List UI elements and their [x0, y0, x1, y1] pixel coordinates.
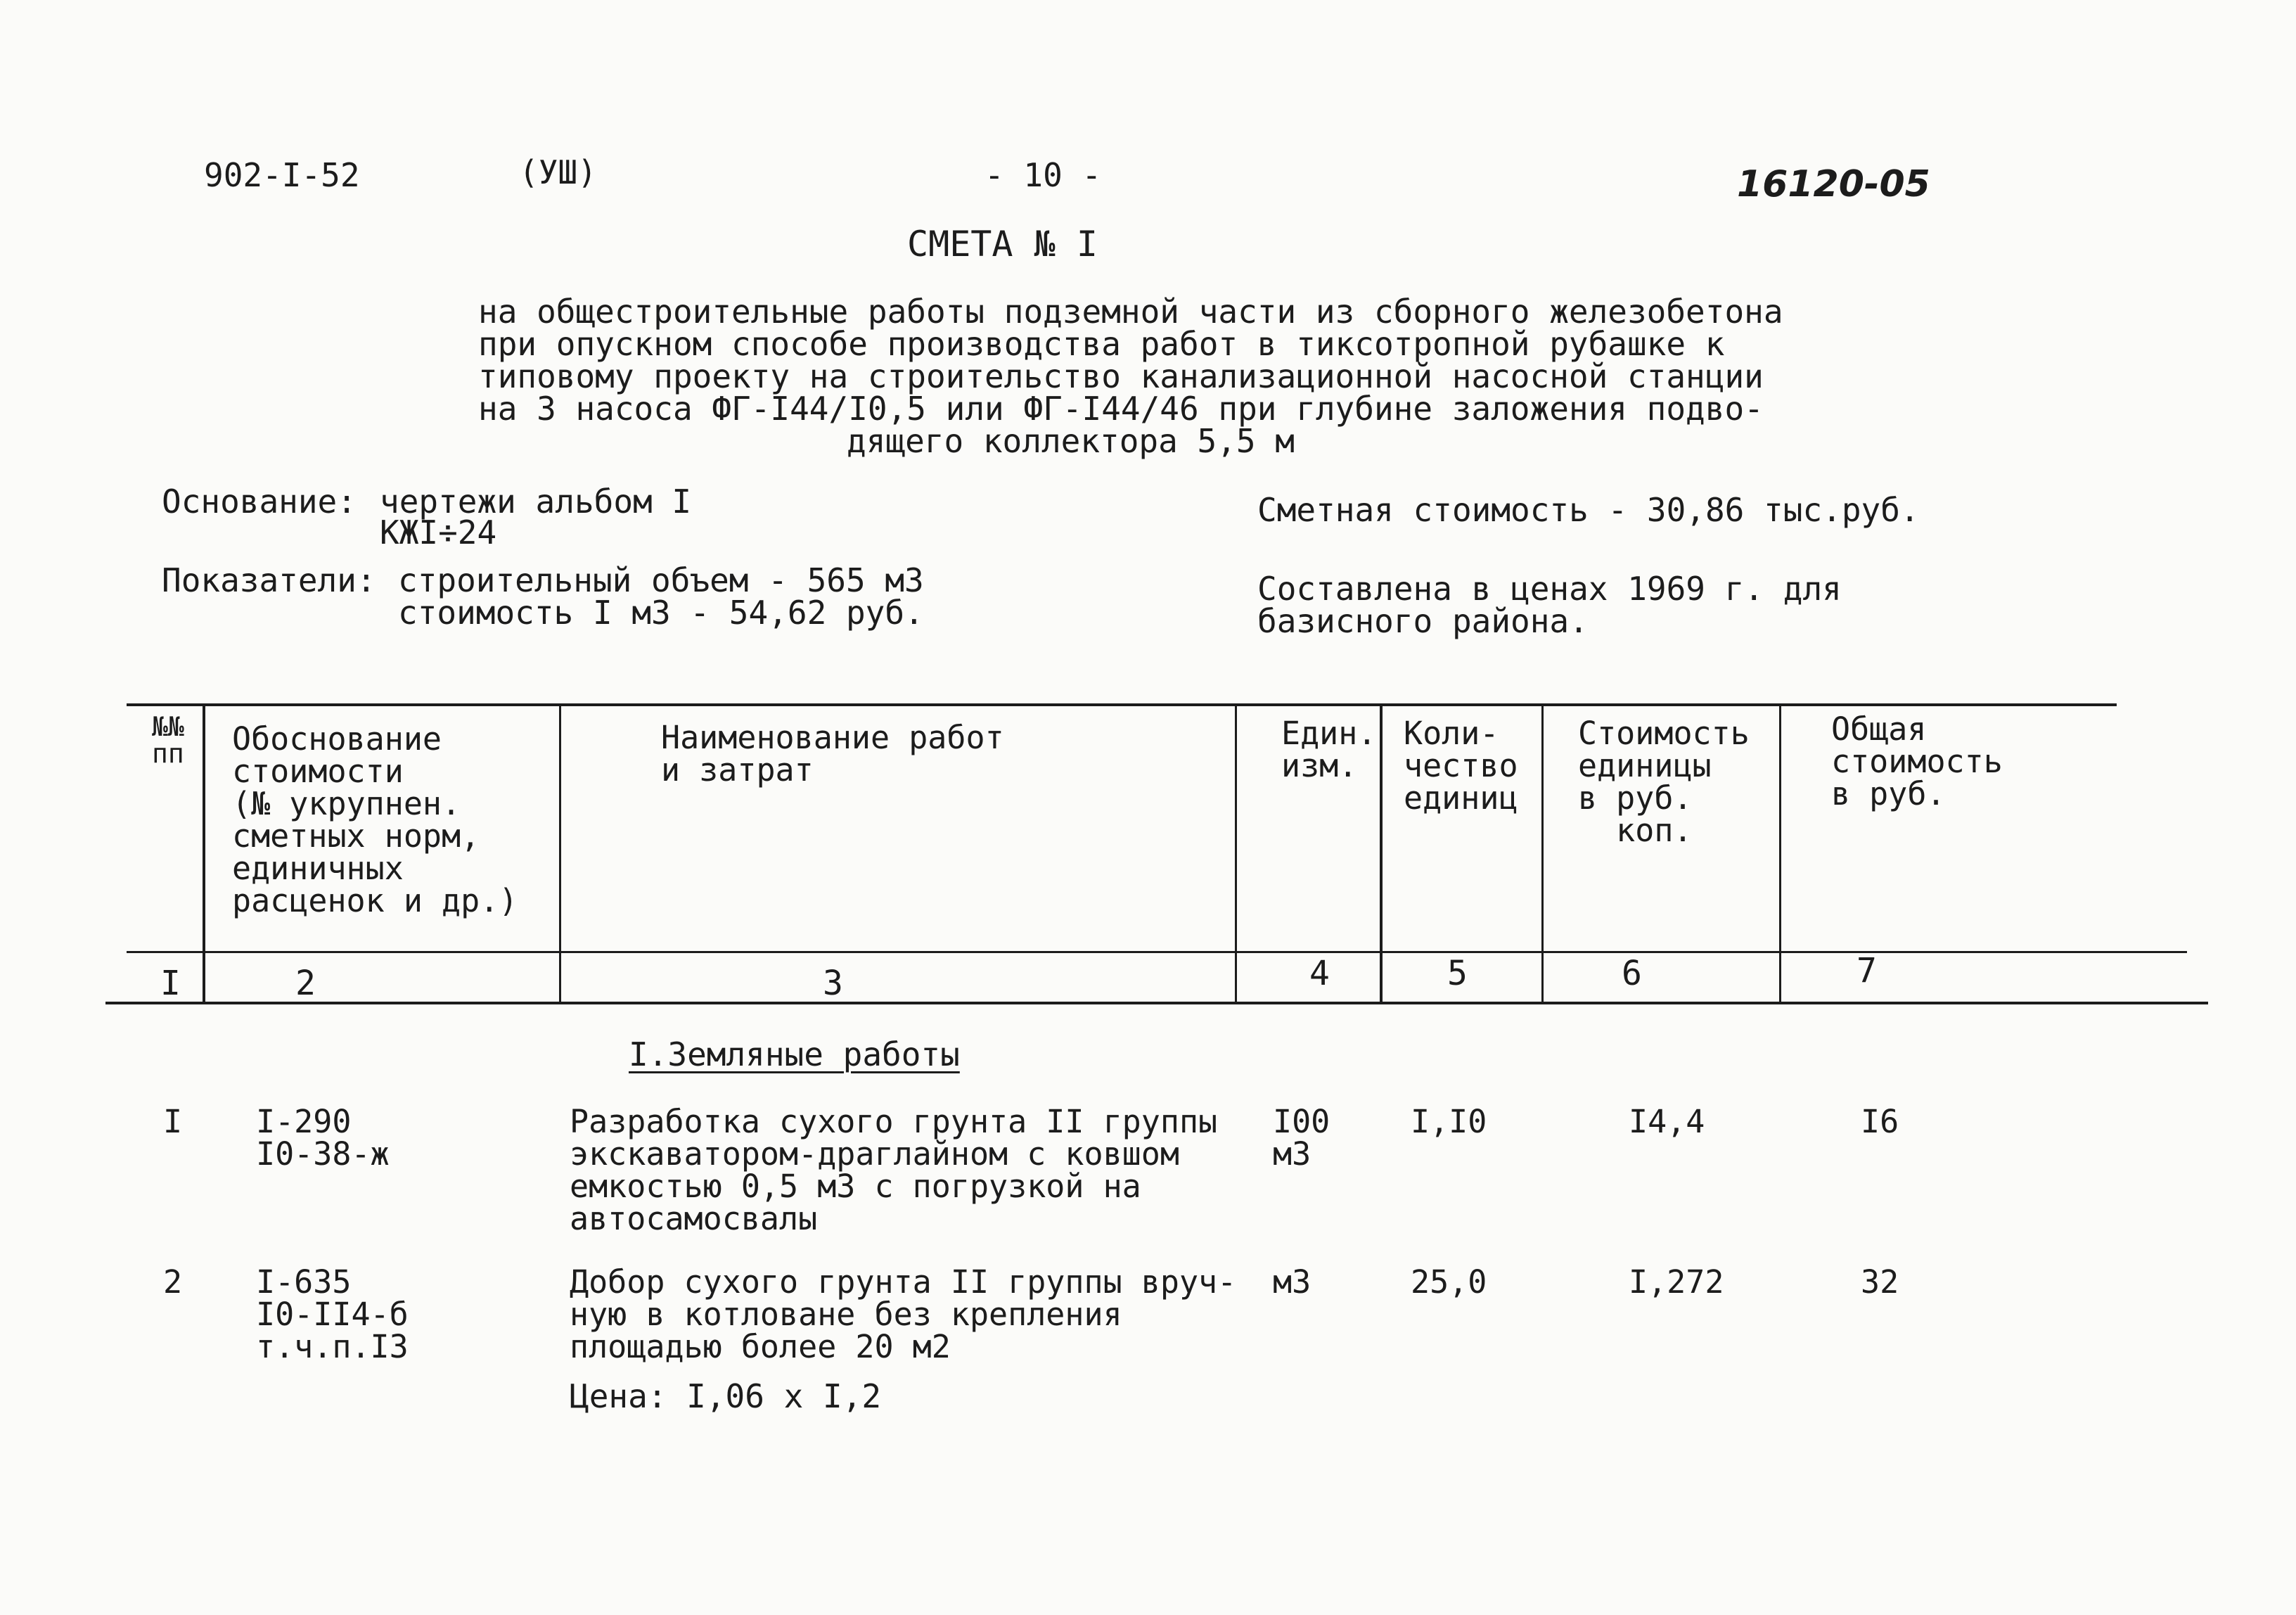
subtitle-line-3: типовому проекту на строительство канализационной насосной станции: [478, 357, 1764, 395]
col-number-2: 2: [295, 964, 316, 1003]
header-unit: Един. изм.: [1281, 715, 1377, 784]
row-unit-cost: I,272: [1629, 1263, 1724, 1301]
row-unit: I00 м3: [1273, 1103, 1330, 1173]
prices-note-1: Составлена в ценах 1969 г. для: [1257, 570, 1842, 608]
row-number: I: [163, 1103, 183, 1140]
row-total: I6: [1861, 1103, 1899, 1140]
basis-label: Основание:: [162, 483, 357, 521]
estimated-cost: Сметная стоимость - 30,86 тыс.руб.: [1257, 491, 1920, 529]
subtitle-line-4: на 3 насоса ФГ-I44/I0,5 или ФГ-I44/46 при глубине заложения подво-: [478, 390, 1764, 428]
col-number-1: I: [160, 964, 181, 1003]
col-divider-1: [203, 703, 205, 1004]
col-number-3: 3: [823, 964, 843, 1003]
header-unit-cost: Стоимость единицы в руб. коп.: [1578, 715, 1750, 849]
header-basis: Обоснование стоимости (№ укрупнен. сметных норм, единичных расценок и др.): [232, 720, 518, 919]
unit-cost-indicator: стоимость I м3 - 54,62 руб.: [398, 594, 924, 632]
header-number: №№ пп: [152, 711, 184, 769]
row-quantity: I,I0: [1411, 1103, 1487, 1140]
col-divider-6: [1779, 703, 1781, 1004]
table-numbers-rule: [105, 1002, 2208, 1004]
col-number-6: 6: [1622, 954, 1642, 993]
subtitle-line-5: дящего коллектора 5,5 м: [847, 422, 1295, 460]
project-code: 902-I-52: [204, 156, 360, 194]
header-work-name: Наименование работ и затрат: [661, 719, 1004, 789]
subtitle-line-1: на общестроительные работы подземной части из сборного железобетона: [478, 293, 1783, 331]
row-work-name: Разработка сухого грунта II группы экскаватором-драглайном с ковшом емкостью 0,5 м3 с погрузкой на автосамосвалы: [570, 1103, 1218, 1237]
col-number-4: 4: [1309, 954, 1330, 993]
row-total: 32: [1861, 1263, 1899, 1301]
volume-indicator: строительный объем - 565 м3: [398, 561, 924, 599]
header-quantity: Коли- чество единиц: [1404, 715, 1518, 817]
stamp-mark: (УШ): [519, 153, 597, 191]
archive-number: 16120-05: [1737, 163, 1930, 205]
basis-album: КЖI÷24: [380, 513, 497, 551]
col-divider-4: [1380, 703, 1383, 1004]
table-top-rule: [127, 703, 2117, 706]
subtitle-line-2: при опускном способе производства работ в тиксотропной рубашке к: [478, 325, 1725, 363]
col-number-5: 5: [1447, 954, 1468, 993]
price-note: Цена: I,06 х I,2: [570, 1377, 882, 1415]
row-quantity: 25,0: [1411, 1263, 1487, 1301]
section-title: I.Земляные работы: [629, 1035, 960, 1073]
page-number: - 10 -: [985, 156, 1102, 194]
row-unit: м3: [1273, 1263, 1311, 1301]
row-unit-cost: I4,4: [1629, 1103, 1705, 1140]
document-heading: СМЕТА № I: [907, 224, 1098, 264]
header-total-cost: Общая стоимость в руб.: [1831, 710, 2003, 812]
basis-drawings: чертежи альбом I: [380, 483, 692, 521]
row-number: 2: [163, 1263, 183, 1301]
col-divider-3: [1235, 703, 1237, 1004]
col-divider-5: [1541, 703, 1544, 1004]
indicators-label: Показатели:: [162, 561, 376, 599]
row-work-name: Добор сухого грунта II группы вруч- ную в котловане без крепления площадью более 20 м2: [570, 1263, 1237, 1365]
table-header-rule: [127, 951, 2187, 953]
col-divider-2: [559, 703, 561, 1004]
col-number-7: 7: [1856, 951, 1877, 990]
prices-note-2: базисного района.: [1257, 602, 1589, 640]
row-basis: I-635 I0-II4-б т.ч.п.I3: [256, 1263, 409, 1365]
row-basis: I-290 I0-38-ж: [256, 1103, 390, 1173]
